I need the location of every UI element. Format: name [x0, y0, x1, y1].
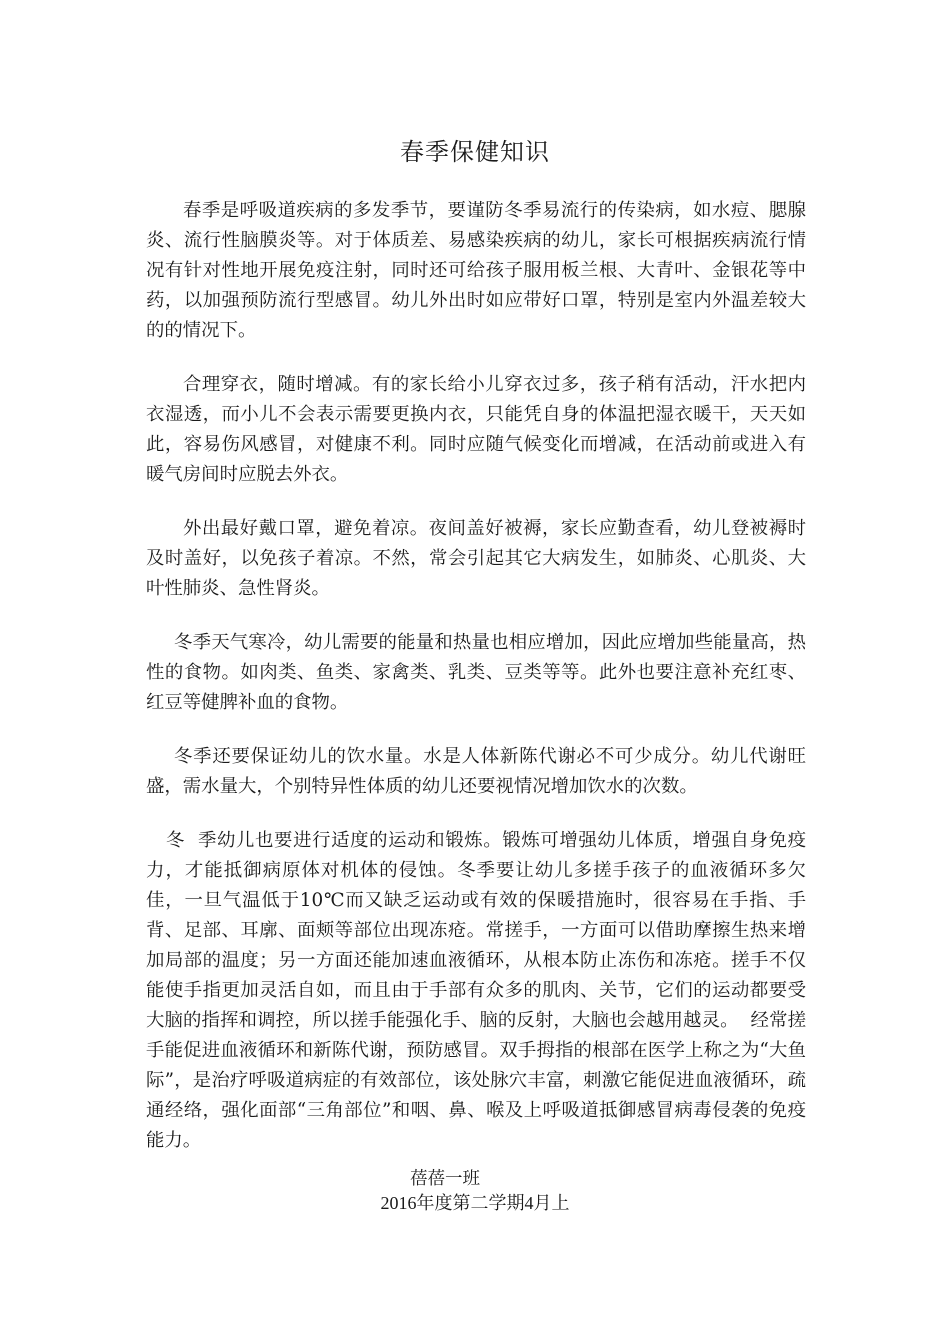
paragraph-spring-diseases: 春季是呼吸道疾病的多发季节，要谨防冬季易流行的传染病，如水痘、腮腺炎、流行性脑膜炎等。对于体质差、易感染疾病的幼儿，家长可根据疾病流行情况有针对性地开展免疫注射，同时还可给孩子服用板兰根、大青叶、金银花等中药，以加强预防流行型感冒。幼儿外出时如应带好口罩，特别是室内外温差较大的的情况下。 [146, 200, 806, 341]
paragraph-clothing: 合理穿衣，随时增减。有的家长给小儿穿衣过多，孩子稍有活动，汗水把内衣湿透，而小儿不会表示需要更换内衣，只能凭自身的体温把湿衣暖干，天天如此，容易伤风感冒，对健康不利。同时应随气候变化而增减，在活动前或进入有暖气房间时应脱去外衣。 [146, 374, 806, 485]
document-title: 春季保健知识 [400, 138, 550, 166]
paragraph-diet: 冬季天气寒冷，幼儿需要的能量和热量也相应增加，因此应增加些能量高，热性的食物。如肉类、鱼类、家禽类、乳类、豆类等等。此外也要注意补充红枣、红豆等健脾补血的食物。 [146, 632, 806, 713]
paragraph-water: 冬季还要保证幼儿的饮水量。水是人体新陈代谢必不可少成分。幼儿代谢旺盛，需水量大，个别特异性体质的幼儿还要视情况增加饮水的次数。 [146, 746, 806, 797]
paragraph-mask-bedding: 外出最好戴口罩，避免着凉。夜间盖好被褥，家长应勤查看，幼儿登被褥时及时盖好，以免孩子着凉。不然，常会引起其它大病发生，如肺炎、心肌炎、大叶性肺炎、急性肾炎。 [146, 518, 806, 599]
paragraph-exercise: 冬 季幼儿也要进行适度的运动和锻炼。锻炼可增强幼儿体质，增强自身免疫力，才能抵御病原体对机体的侵蚀。冬季要让幼儿多搓手孩子的血液循环多欠佳，一旦气温低于10℃而又缺乏运动或有效的保暖措施时，很容易在手指、手背、足部、耳廓、面颊等部位出现冻疮。常搓手，一方面可以借助摩擦生热来增加局部的温度；另一方面还能加速血液循环，从根本防止冻伤和冻疮。搓手不仅能使手指更加灵活自如，而且由于手部有众多的肌肉、关节，它们的运动都要受大脑的指挥和调控，所以搓手能强化手、脑的反射，大脑也会越用越灵。 经常搓手能促进血液循环和新陈代谢，预防感冒。双手拇指的根部在医学上称之为“大鱼际”，是治疗呼吸道病症的有效部位，该处脉穴丰富，刺激它能促进血液循环，疏通经络，强化面部“三角部位”和咽、鼻、喉及上呼吸道抵御感冒病毒侵袭的免疫能力。 [146, 830, 806, 1151]
document-body [146, 196, 806, 1180]
signature-date: 2016年度第二学期4月上 [380, 1193, 570, 1213]
signature-class: 蓓蓓一班 [410, 1169, 480, 1189]
